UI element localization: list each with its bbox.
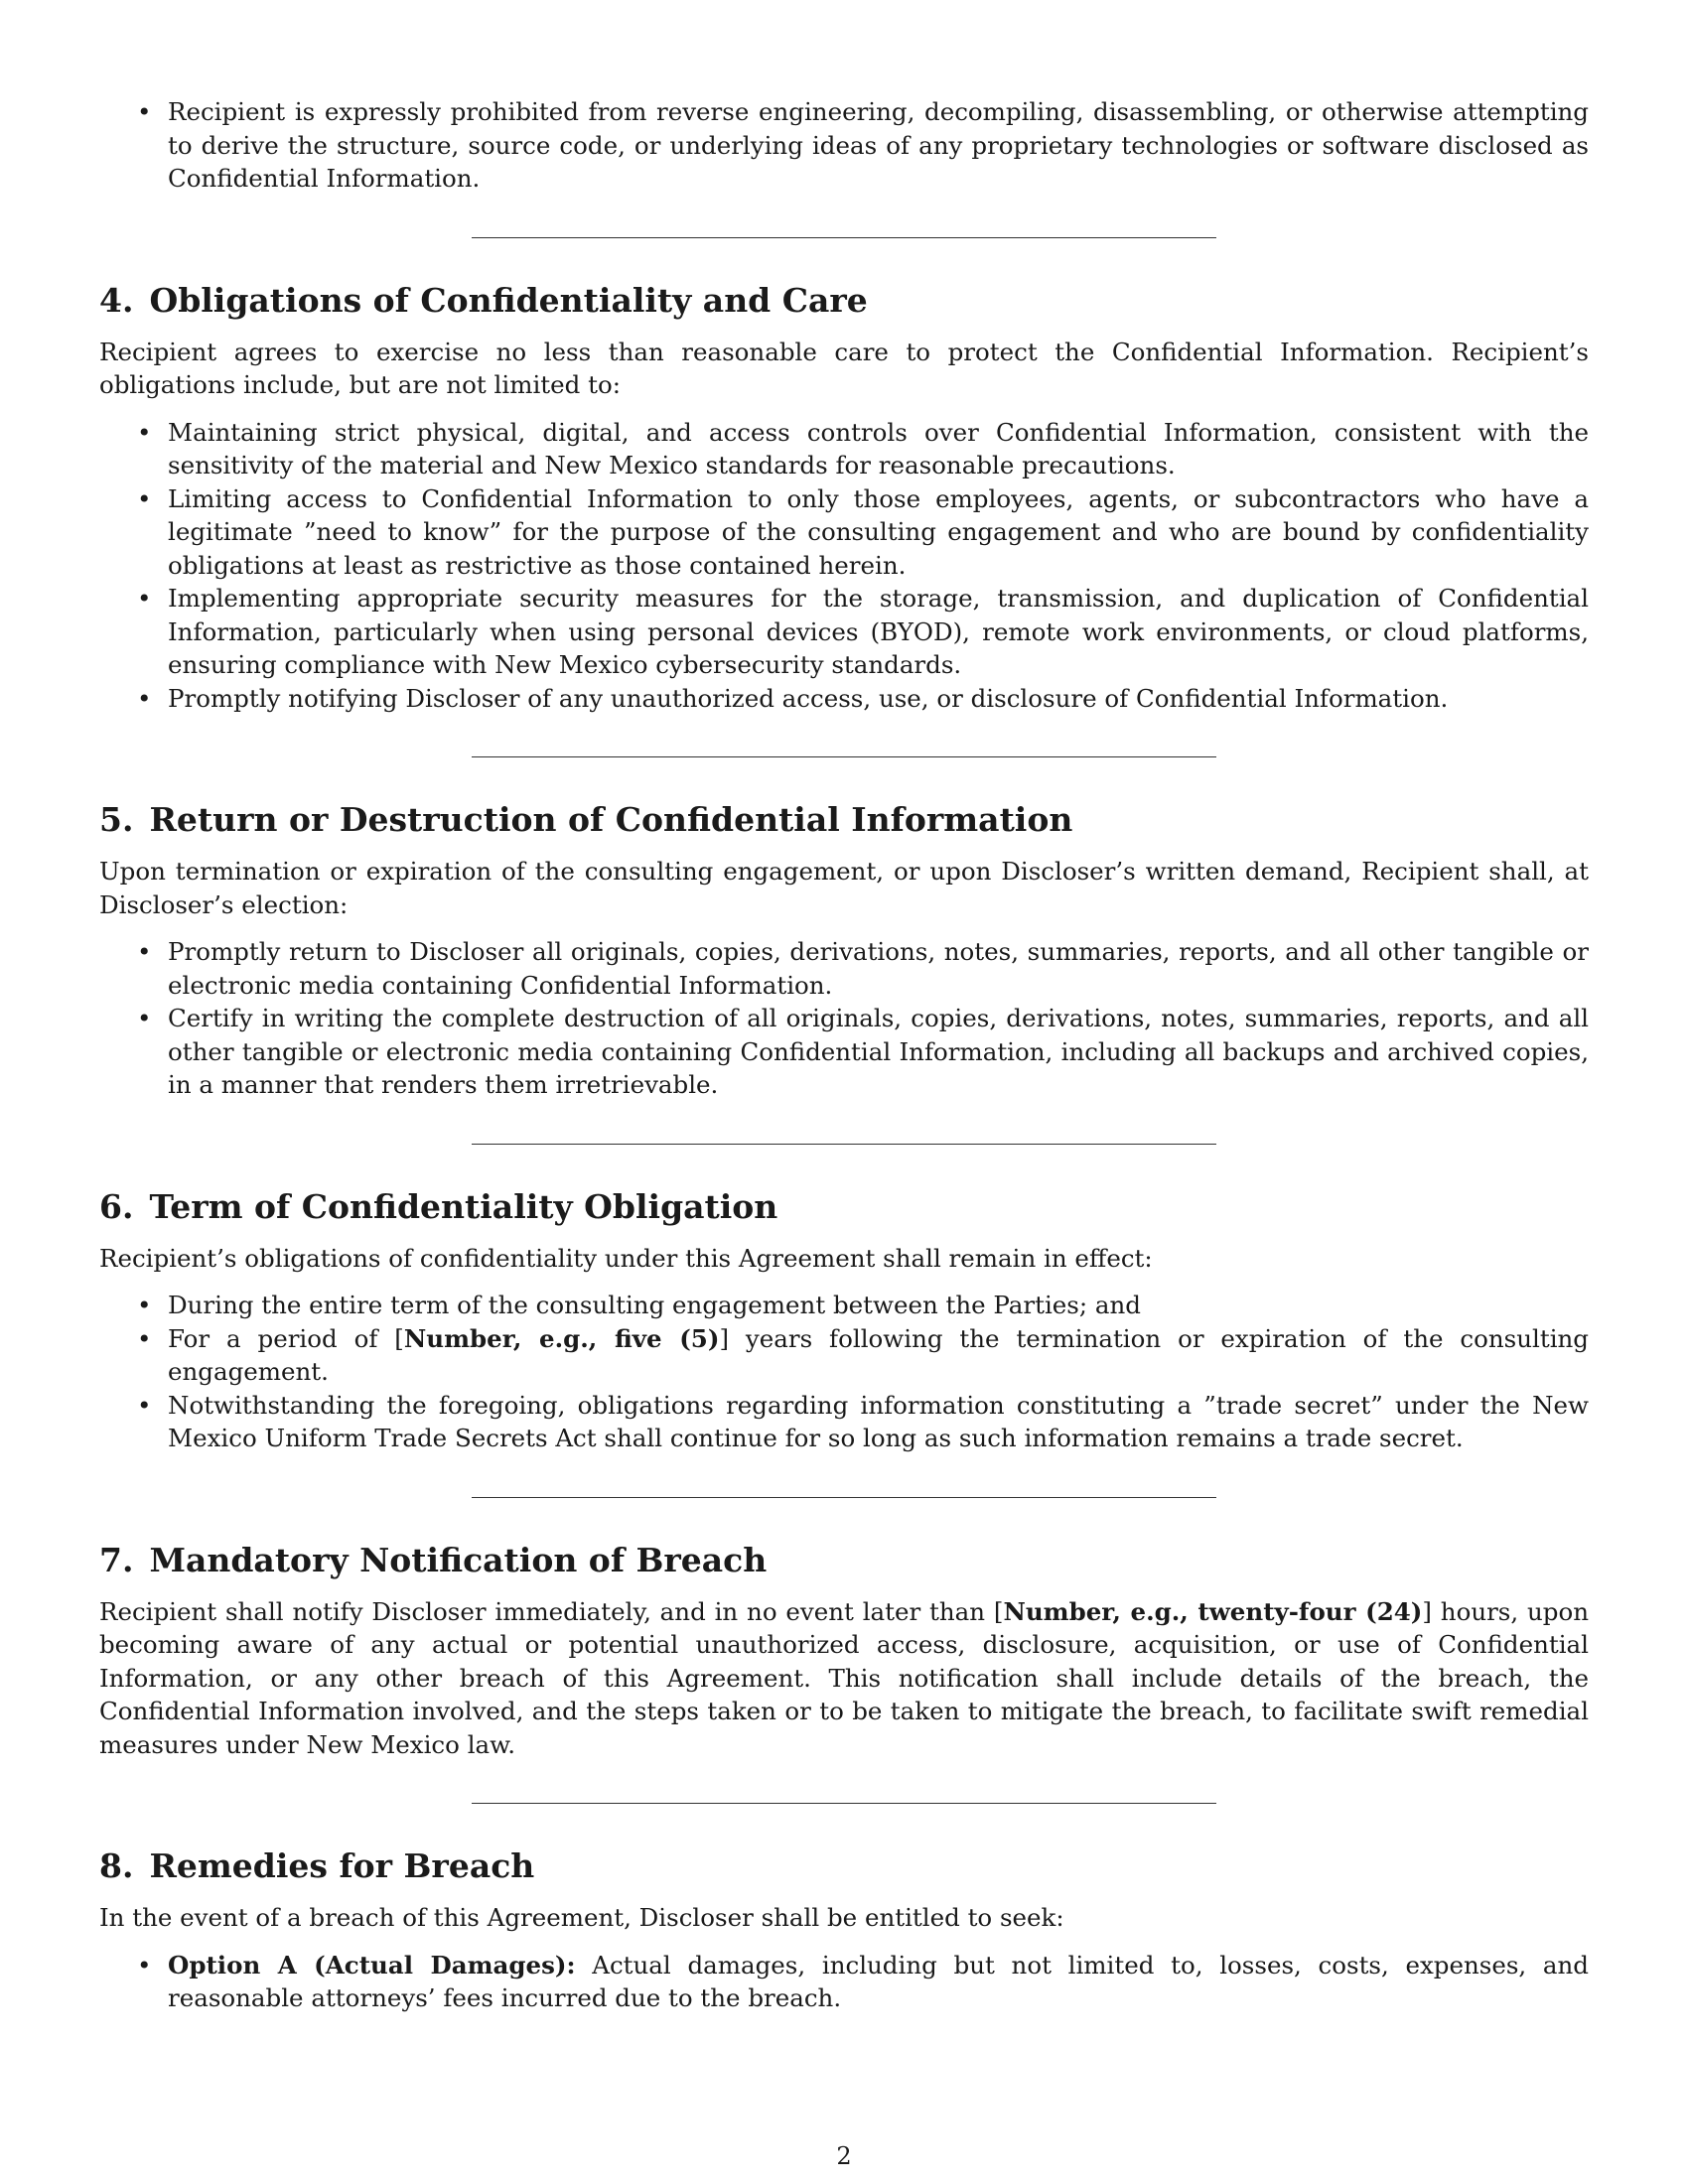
section-paragraph xyxy=(99,1595,1589,1762)
paragraph-text: Recipient shall notify Discloser immediately, and in no event later than xyxy=(99,1596,994,1626)
section-heading xyxy=(99,800,1589,840)
section-list xyxy=(99,416,1589,716)
paragraph-text: hours, upon becoming aware of any actual or potential unauthorized access, disclosure, acquisition, or use of Confidential Information, or any other breach of this Agreement. This notification shall include details of the breach, the Confidential Information involved, and the steps taken or to be taken to mitigate the breach, to facilitate swift remedial measures under New Mexico law. xyxy=(99,1596,1589,1759)
section-divider xyxy=(472,1803,1216,1804)
section-intro: Recipient’s obligations of confidentiality under this Agreement shall remain in effect: xyxy=(99,1243,1153,1273)
section-title: Return or Destruction of Confidential Information xyxy=(149,800,1073,839)
section-number: 6. xyxy=(99,1186,134,1226)
list-item: • Implementing appropriate security measures for the storage, transmission, and duplication of Confidential Information, particularly when using personal devices (BYOD), remote work environments, or cloud platforms, ensuring compliance with New Mexico cybersecurity standards. xyxy=(99,582,1589,682)
placeholder-bracket: [ xyxy=(993,1596,1004,1626)
document-page xyxy=(99,95,1589,2015)
placeholder-text: Number, e.g., twenty-four (24) xyxy=(1003,1596,1423,1626)
list-item xyxy=(99,1322,1589,1389)
section-list xyxy=(99,1949,1589,2015)
section-8 xyxy=(99,1846,1589,2015)
section-number: 4. xyxy=(99,280,134,320)
option-label: Option A (Actual Damages): xyxy=(168,1950,576,1979)
section-intro: In the event of a breach of this Agreement, Discloser shall be entitled to seek: xyxy=(99,1903,1064,1932)
section-number: 7. xyxy=(99,1540,134,1579)
section-title: Term of Confidentiality Obligation xyxy=(149,1186,778,1226)
section-title: Mandatory Notification of Breach xyxy=(149,1540,768,1579)
section-list xyxy=(99,1289,1589,1455)
list-item xyxy=(99,1949,1589,2015)
placeholder-bracket: ] xyxy=(1422,1596,1432,1626)
section-divider xyxy=(472,237,1216,238)
section-heading xyxy=(99,1846,1589,1886)
list-item-text: Actual damages, including but not limited to, losses, costs, expenses, and reasonable attorneys’ fees incurred due to the breach. xyxy=(168,1950,1589,2012)
section-list xyxy=(99,935,1589,1102)
list-item: • Limiting access to Confidential Information to only those employees, agents, or subcontractors who have a legitimate ”need to know” for the purpose of the consulting engagement and who are bound by confidentiality obligations at least as restrictive as those contained herein. xyxy=(99,482,1589,583)
placeholder-text: Number, e.g., five (5) xyxy=(403,1323,720,1353)
section-7 xyxy=(99,1541,1589,1762)
section-intro: Recipient agrees to exercise no less than reasonable care to protect the Confidential Information. Recipient’s obligations include, but are not limited to: xyxy=(99,337,1589,399)
section-number: 8. xyxy=(99,1846,134,1885)
section-title: Remedies for Breach xyxy=(149,1846,535,1885)
carryover-list xyxy=(99,95,1589,196)
list-item: • Promptly return to Discloser all originals, copies, derivations, notes, summaries, reports, and all other tangible or electronic media containing Confidential Information. xyxy=(99,935,1589,1002)
section-title: Obligations of Confidentiality and Care xyxy=(149,280,868,320)
list-item: • Certify in writing the complete destruction of all originals, copies, derivations, notes, summaries, reports, and all other tangible or electronic media containing Confidential Information, including all backups and archived copies, in a manner that renders them irretrievable. xyxy=(99,1002,1589,1102)
section-number: 5. xyxy=(99,800,134,839)
section-intro: Upon termination or expiration of the consulting engagement, or upon Discloser’s written demand, Recipient shall, at Discloser’s election: xyxy=(99,857,1589,919)
placeholder-bracket: [ xyxy=(394,1323,404,1353)
page-number: 2 xyxy=(836,2142,852,2170)
section-heading xyxy=(99,1187,1589,1227)
list-item: • During the entire term of the consulting engagement between the Parties; and xyxy=(99,1289,1589,1322)
section-divider xyxy=(472,1497,1216,1498)
list-item-text: For a period of xyxy=(168,1323,395,1353)
section-5 xyxy=(99,800,1589,1102)
list-item: • Recipient is expressly prohibited from reverse engineering, decompiling, disassembling, or otherwise attempting to derive the structure, source code, or underlying ideas of any proprietary technologies or software disclosed as Confidential Information. xyxy=(99,95,1589,196)
section-6 xyxy=(99,1187,1589,1455)
list-item: • Maintaining strict physical, digital, and access controls over Confidential Information, consistent with the sensitivity of the material and New Mexico standards for reasonable precautions. xyxy=(99,416,1589,482)
placeholder-bracket: ] xyxy=(719,1323,730,1353)
section-divider xyxy=(472,1144,1216,1145)
section-divider xyxy=(472,756,1216,757)
section-heading xyxy=(99,281,1589,321)
section-heading xyxy=(99,1541,1589,1580)
list-item: • Notwithstanding the foregoing, obligations regarding information constituting a ”trade secret” under the New Mexico Uniform Trade Secrets Act shall continue for so long as such information remains a trade secret. xyxy=(99,1389,1589,1455)
list-item: • Promptly notifying Discloser of any unauthorized access, use, or disclosure of Confidential Information. xyxy=(99,682,1589,716)
section-4 xyxy=(99,281,1589,716)
list-item-text: years following the termination or expiration of the consulting engagement. xyxy=(168,1323,1589,1386)
